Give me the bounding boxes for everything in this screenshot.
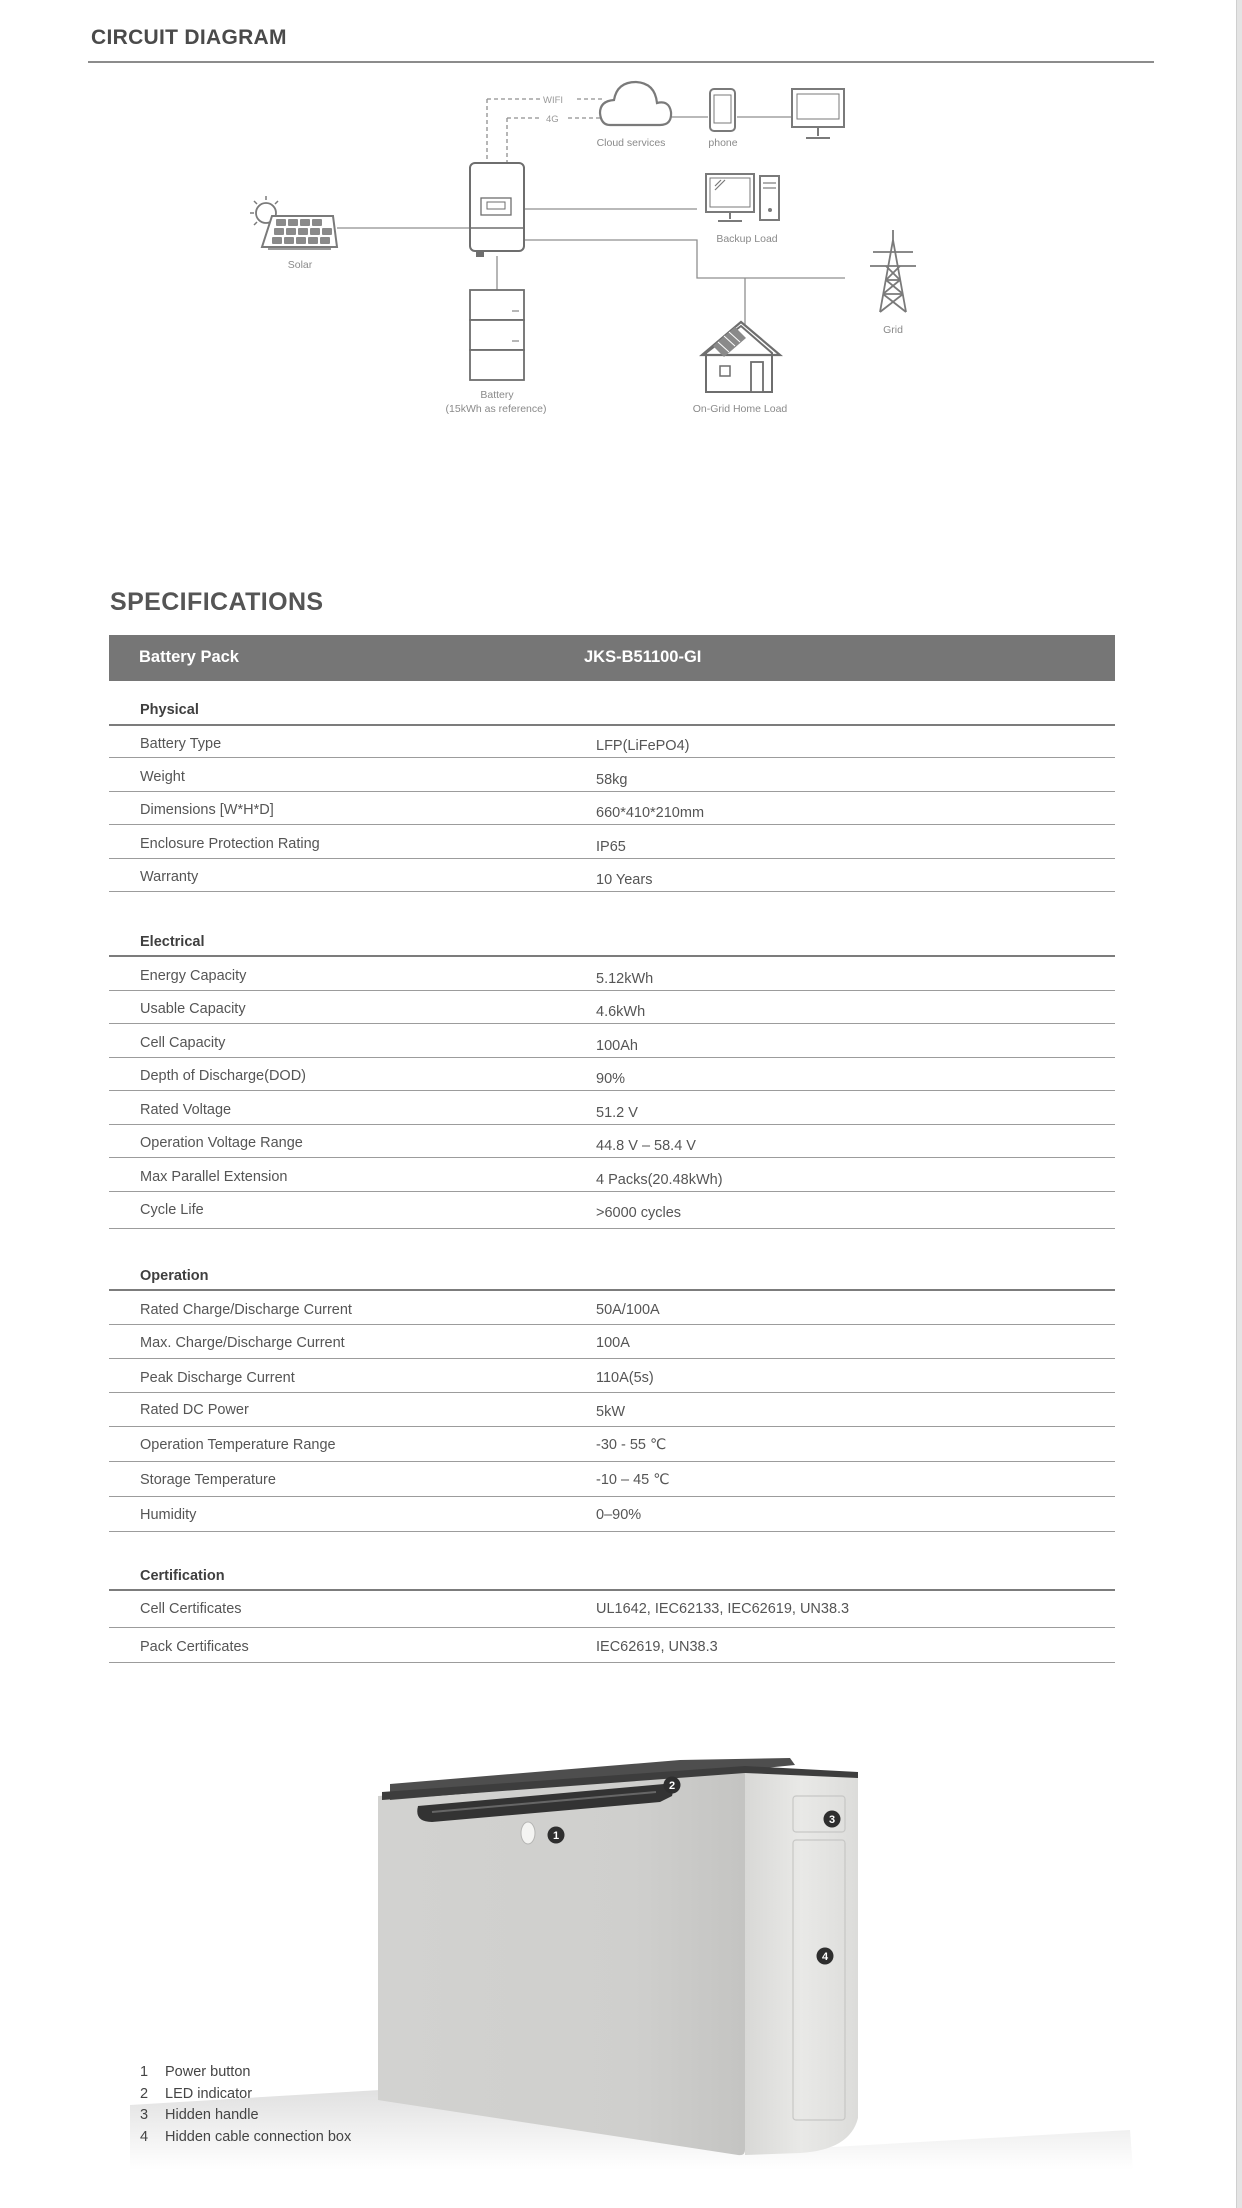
- spec-value: >6000 cycles: [596, 1205, 682, 1221]
- section-rule: [109, 1589, 1115, 1591]
- row-divider: [109, 1228, 1115, 1229]
- row-divider: [109, 891, 1115, 892]
- phone-label: phone: [708, 137, 738, 149]
- row-divider: [109, 1324, 1115, 1325]
- spec-value: LFP(LiFePO4): [596, 738, 690, 754]
- circuit-diagram-title: CIRCUIT DIAGRAM: [91, 26, 287, 49]
- spec-value: UL1642, IEC62133, IEC62619, UN38.3: [596, 1601, 850, 1617]
- spec-value: IEC62619, UN38.3: [596, 1639, 718, 1655]
- spec-label: Max. Charge/Discharge Current: [140, 1335, 345, 1351]
- legend-number: 2: [140, 2086, 149, 2102]
- callout-1-number: 1: [552, 1830, 560, 1842]
- power-button-knob: [521, 1822, 535, 1844]
- legend-label: Hidden cable connection box: [165, 2129, 352, 2145]
- spec-label: Storage Temperature: [140, 1472, 276, 1488]
- cloud-label: Cloud services: [596, 137, 666, 149]
- section-title-operation: Operation: [140, 1268, 209, 1284]
- row-divider: [109, 1023, 1115, 1024]
- spec-value: 44.8 V – 58.4 V: [596, 1138, 696, 1154]
- circuit-diagram: [230, 70, 930, 430]
- spec-label: Humidity: [140, 1507, 197, 1523]
- spec-value: 0–90%: [596, 1507, 642, 1523]
- header-model: JKS-B51100-GI: [584, 648, 702, 666]
- row-divider: [109, 1358, 1115, 1359]
- spec-label: Rated Charge/Discharge Current: [140, 1302, 352, 1318]
- spec-label: Usable Capacity: [140, 1001, 246, 1017]
- spec-label: Max Parallel Extension: [140, 1169, 288, 1185]
- solar-panel-icon: [250, 196, 337, 249]
- spec-label: Cycle Life: [140, 1202, 204, 1218]
- legend-number: 1: [140, 2064, 149, 2080]
- spec-label: Battery Type: [140, 736, 222, 752]
- home-icon: [702, 322, 780, 392]
- wifi-link: [487, 99, 602, 163]
- spec-label: Operation Voltage Range: [140, 1135, 303, 1151]
- spec-label: Rated Voltage: [140, 1102, 232, 1118]
- section-title-electrical: Electrical: [140, 934, 205, 950]
- spec-table-header: [109, 635, 1115, 681]
- spec-value: 5.12kWh: [596, 971, 654, 987]
- row-divider: [109, 1392, 1115, 1393]
- spec-value: IP65: [596, 839, 626, 855]
- legend-label: Power button: [165, 2064, 251, 2080]
- callout-2-number: 2: [668, 1780, 676, 1792]
- row-divider: [109, 791, 1115, 792]
- spec-value: 51.2 V: [596, 1105, 638, 1121]
- spec-value: 660*410*210mm: [596, 805, 705, 821]
- callout-4-number: 4: [821, 1951, 829, 1963]
- section-rule: [109, 955, 1115, 957]
- cloud-icon: [600, 82, 671, 125]
- phone-icon: [710, 89, 735, 131]
- grid-label: Grid: [883, 324, 903, 336]
- row-divider: [109, 990, 1115, 991]
- row-divider: [109, 1461, 1115, 1462]
- spec-label: Pack Certificates: [140, 1639, 249, 1655]
- solar-label: Solar: [287, 259, 313, 271]
- battery-front-face: [378, 1770, 745, 2155]
- section-title-physical: Physical: [140, 702, 199, 718]
- specifications-title: SPECIFICATIONS: [110, 588, 324, 616]
- spec-label: Dimensions [W*H*D]: [140, 802, 274, 818]
- grid-tower-icon: [870, 230, 916, 312]
- backup-load-icon: [706, 174, 779, 221]
- circuit-title-rule: [88, 61, 1154, 63]
- battery-side-face: [745, 1770, 858, 2155]
- legend-number: 3: [140, 2107, 149, 2123]
- row-divider: [109, 1627, 1115, 1628]
- section-title-certification: Certification: [140, 1568, 225, 1584]
- row-divider: [109, 1057, 1115, 1058]
- spec-label: Enclosure Protection Rating: [140, 836, 320, 852]
- spec-value: 90%: [596, 1071, 626, 1087]
- backup-load-label: Backup Load: [716, 233, 778, 245]
- home-load-label: On-Grid Home Load: [692, 403, 788, 415]
- page-edge-shadow: [1236, 0, 1242, 2208]
- spec-value: 10 Years: [596, 872, 653, 888]
- spec-label: Energy Capacity: [140, 968, 247, 984]
- row-divider: [109, 1496, 1115, 1497]
- spec-label: Operation Temperature Range: [140, 1437, 336, 1453]
- spec-value: 58kg: [596, 772, 628, 788]
- row-divider: [109, 1426, 1115, 1427]
- grid-wire: [525, 240, 845, 278]
- legend-number: 4: [140, 2129, 149, 2145]
- spec-value: -30 - 55 ℃: [596, 1437, 667, 1453]
- battery-stack-icon: [470, 290, 524, 380]
- spec-label: Peak Discharge Current: [140, 1370, 295, 1386]
- row-divider: [109, 1662, 1115, 1663]
- row-divider: [109, 824, 1115, 825]
- legend-label: Hidden handle: [165, 2107, 259, 2123]
- spec-value: -10 – 45 ℃: [596, 1472, 670, 1488]
- monitor-icon: [792, 89, 844, 138]
- row-divider: [109, 1531, 1115, 1532]
- battery-product-illustration: [125, 1740, 1135, 2180]
- spec-label: Cell Certificates: [140, 1601, 242, 1617]
- section-rule: [109, 724, 1115, 726]
- spec-value: 4.6kWh: [596, 1004, 646, 1020]
- row-divider: [109, 1191, 1115, 1192]
- row-divider: [109, 1090, 1115, 1091]
- row-divider: [109, 1157, 1115, 1158]
- battery-label: Battery: [480, 389, 514, 401]
- legend-label: LED indicator: [165, 2086, 253, 2102]
- battery-capacity-label: (15kWh as reference): [445, 403, 547, 415]
- wifi-label: WIFI: [543, 95, 564, 106]
- inverter-icon: [470, 163, 524, 257]
- four-g-label: 4G: [546, 114, 559, 125]
- callout-2: [664, 1777, 681, 1794]
- row-divider: [109, 757, 1115, 758]
- spec-value: 100A: [596, 1335, 630, 1351]
- spec-value: 50A/100A: [596, 1302, 660, 1318]
- spec-label: Rated DC Power: [140, 1402, 249, 1418]
- row-divider: [109, 1124, 1115, 1125]
- callout-3-number: 3: [828, 1814, 836, 1826]
- callout-4: [817, 1948, 834, 1965]
- callout-1: [548, 1827, 565, 1844]
- header-label: Battery Pack: [139, 648, 239, 666]
- spec-label: Cell Capacity: [140, 1035, 226, 1051]
- spec-value: 4 Packs(20.48kWh): [596, 1172, 723, 1188]
- spec-value: 110A(5s): [596, 1370, 654, 1386]
- callout-3: [824, 1811, 841, 1828]
- spec-value: 5kW: [596, 1404, 625, 1420]
- section-rule: [109, 1289, 1115, 1291]
- spec-label: Weight: [140, 769, 185, 785]
- spec-label: Depth of Discharge(DOD): [140, 1068, 306, 1084]
- spec-label: Warranty: [140, 869, 199, 885]
- spec-value: 100Ah: [596, 1038, 638, 1054]
- row-divider: [109, 858, 1115, 859]
